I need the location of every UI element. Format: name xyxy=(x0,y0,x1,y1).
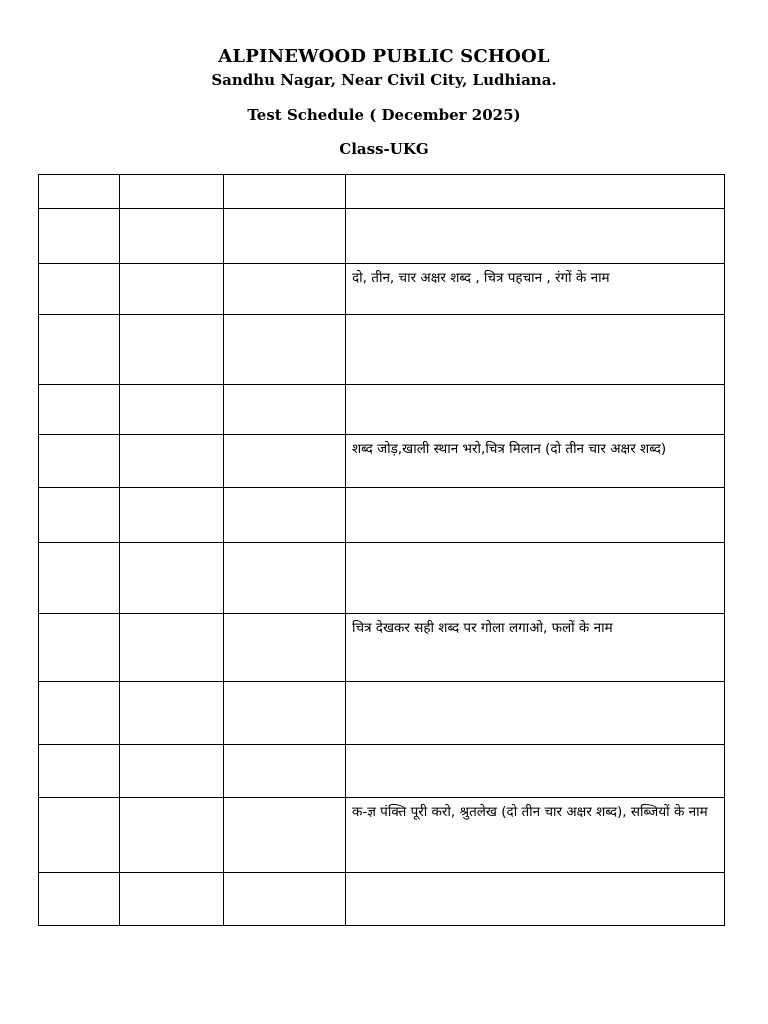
table-cell xyxy=(39,435,120,488)
table-cell xyxy=(39,614,120,682)
table-cell xyxy=(39,385,120,435)
class-title: Class-UKG xyxy=(339,140,429,158)
school-name: ALPINEWOOD PUBLIC SCHOOL xyxy=(218,46,550,67)
table-row xyxy=(39,315,725,385)
table-cell xyxy=(346,682,725,745)
table-cell xyxy=(120,745,224,798)
table-cell xyxy=(224,614,346,682)
table-cell xyxy=(224,209,346,264)
table-cell xyxy=(346,209,725,264)
table-cell xyxy=(120,682,224,745)
syllabus-text: क-ज्ञ पंक्ति पूरी करो, श्रुतलेख (दो तीन चार अक्षर शब्द), सब्जियों के नाम xyxy=(352,804,708,820)
table-cell xyxy=(346,798,725,873)
syllabus-text xyxy=(346,543,724,545)
table-cell xyxy=(39,488,120,543)
table-cell xyxy=(224,873,346,926)
table-cell xyxy=(120,543,224,614)
table-cell xyxy=(120,798,224,873)
table-cell xyxy=(39,682,120,745)
table-cell xyxy=(346,745,725,798)
table-cell xyxy=(120,209,224,264)
schedule-title: Test Schedule ( December 2025) xyxy=(247,106,521,124)
table-cell xyxy=(346,488,725,543)
table-cell xyxy=(346,435,725,488)
table-row xyxy=(39,682,725,745)
table-cell xyxy=(346,873,725,926)
table-cell xyxy=(346,264,725,315)
table-row xyxy=(39,543,725,614)
table-cell xyxy=(39,873,120,926)
table-row xyxy=(39,175,725,209)
table-row xyxy=(39,209,725,264)
table-row xyxy=(39,264,725,315)
table-cell xyxy=(224,543,346,614)
table-cell xyxy=(346,315,725,385)
table-cell xyxy=(224,435,346,488)
syllabus-text xyxy=(346,873,724,875)
table-cell xyxy=(39,175,120,209)
syllabus-text xyxy=(346,488,724,490)
table-cell xyxy=(346,175,725,209)
table-cell xyxy=(224,488,346,543)
test-schedule-table xyxy=(38,174,725,926)
syllabus-text xyxy=(346,745,724,747)
table-cell xyxy=(224,315,346,385)
table-row xyxy=(39,873,725,926)
table-cell xyxy=(224,264,346,315)
table-cell xyxy=(120,873,224,926)
table-cell xyxy=(39,543,120,614)
table-cell xyxy=(39,209,120,264)
table-cell xyxy=(120,614,224,682)
table-cell xyxy=(120,385,224,435)
syllabus-text: चित्र देखकर सही शब्द पर गोला लगाओ, फलों के नाम xyxy=(352,620,613,636)
syllabus-text xyxy=(346,315,724,317)
table-row xyxy=(39,385,725,435)
table-cell xyxy=(346,614,725,682)
syllabus-text xyxy=(346,385,724,387)
syllabus-text: शब्द जोड़,खाली स्थान भरो,चित्र मिलान (दो तीन चार अक्षर शब्द) xyxy=(352,441,667,457)
syllabus-text xyxy=(346,175,724,177)
table-cell xyxy=(120,435,224,488)
table-row xyxy=(39,614,725,682)
syllabus-text xyxy=(346,682,724,684)
school-address: Sandhu Nagar, Near Civil City, Ludhiana. xyxy=(211,71,557,89)
table-cell xyxy=(39,264,120,315)
syllabus-text: दो, तीन, चार अक्षर शब्द , चित्र पहचान , रंगों के नाम xyxy=(352,270,610,286)
table-row xyxy=(39,488,725,543)
table-row xyxy=(39,745,725,798)
table-cell xyxy=(224,175,346,209)
table-cell xyxy=(39,315,120,385)
table-cell xyxy=(39,745,120,798)
table-cell xyxy=(120,175,224,209)
table-cell xyxy=(346,385,725,435)
syllabus-text xyxy=(346,209,724,211)
table-row xyxy=(39,798,725,873)
table-cell xyxy=(39,798,120,873)
table-cell xyxy=(120,264,224,315)
table-cell xyxy=(120,315,224,385)
table-cell xyxy=(224,745,346,798)
table-cell xyxy=(120,488,224,543)
table-row xyxy=(39,435,725,488)
table-cell xyxy=(224,798,346,873)
table-cell xyxy=(346,543,725,614)
table-cell xyxy=(224,682,346,745)
table-cell xyxy=(224,385,346,435)
